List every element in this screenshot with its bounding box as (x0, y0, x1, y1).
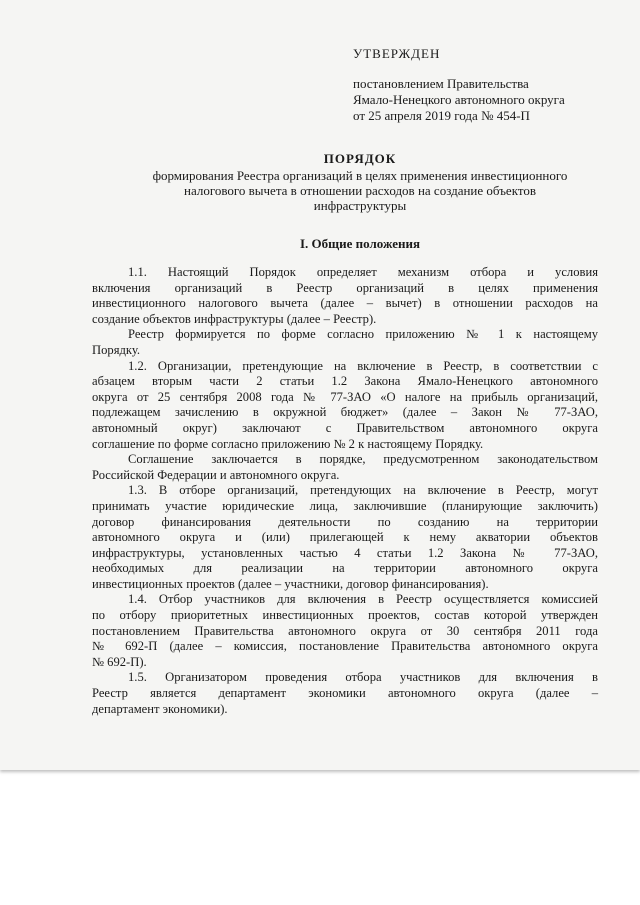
paragraph-line: 1.1. Настоящий Порядок определяет механизм отбора и условия (128, 265, 598, 279)
paragraph-line: необходимых для реализации на территории автономного округа (92, 561, 598, 576)
paragraph-line: 1.5. Организатором проведения отбора участников для включения в (128, 670, 598, 685)
approval-heading: УТВЕРЖДЕН (353, 46, 441, 61)
approval-block (353, 46, 565, 124)
paragraph-line: № 692-П). (92, 654, 147, 669)
paragraph (92, 670, 598, 717)
paragraph-line: инвестиционного налогового вычета (далее – вычет) в отношении расходов на (92, 296, 598, 311)
document-subtitle (100, 168, 620, 213)
paragraph (92, 359, 598, 453)
subtitle-line: инфраструктуры (313, 198, 407, 213)
paragraph-line: инвестиционных проектов (далее – участники, договор финансирования). (92, 576, 489, 591)
paragraph-line: Российской Федерации и автономного округа. (92, 467, 340, 482)
paragraph-line: № 692-П (далее – комиссия, постановление Правительства автономного округа (92, 639, 598, 654)
paragraph-line: постановлением Правительства автономного округа от 30 сентября 2011 года (92, 623, 598, 638)
paragraph (92, 327, 598, 358)
paragraph-line: 1.4. Отбор участников для включения в Реестр осуществляется комиссией (128, 592, 598, 607)
document-title: ПОРЯДОК (323, 151, 397, 166)
approval-line: постановлением Правительства (353, 76, 529, 91)
paragraph-line: Реестр формируется по форме согласно приложению № 1 к настоящему (128, 327, 598, 342)
paragraph-line: 1.3. В отборе организаций, претендующих на включение в Реестр, могут (128, 483, 598, 498)
paragraph-line: Порядку. (92, 342, 141, 357)
paragraph (92, 483, 598, 592)
paragraph-line: 1.2. Организации, претендующие на включение в Реестр, в соответствии с (128, 358, 598, 373)
paragraph-line: автономный округ) заключают с Правительством автономного округа (92, 420, 598, 435)
paragraph-line: абзацем вторым части 2 статьи 1.2 Закона Ямало-Ненецкого автономного (92, 374, 598, 389)
paragraph-line: инфраструктуры, установленных частью 4 статьи 1.2 Закона № 77-ЗАО, (92, 545, 598, 560)
paragraph-line: департамент экономики). (92, 701, 228, 716)
paragraph-line: автономного округа и (или) прилегающей к нему акватории объектов (92, 530, 598, 545)
paragraph-line: Соглашение заключается в порядке, предусмотренном законодательством (128, 452, 598, 467)
paragraph-line: округа от 25 сентября 2008 года № 77-ЗАО «О налоге на прибыль организаций, (92, 389, 598, 404)
paragraph-line: договор финансирования деятельности по созданию на территории (92, 514, 598, 529)
paragraph (92, 452, 598, 483)
subtitle-line: формирования Реестра организаций в целях применения инвестиционного (152, 168, 568, 183)
paragraph-line: подлежащем зачислению в окружной бюджет» (далее – Закон № 77-ЗАО, (92, 405, 598, 420)
paragraph (92, 592, 598, 670)
subtitle-line: налогового вычета в отношении расходов на создание объектов (184, 183, 536, 198)
approval-line: от 25 апреля 2019 года № 454-П (353, 108, 530, 123)
paragraph-line: принимать участие юридические лица, заключившие (планирующие заключить) (92, 498, 598, 513)
paragraph (92, 265, 598, 327)
approval-line: Ямало-Ненецкого автономного округа (353, 92, 565, 107)
paragraph-line: создание объектов инфраструктуры (далее – Реестр). (92, 311, 377, 326)
paragraph-line: Реестр является департамент экономики автономного округа (далее – (92, 686, 598, 701)
document-body (92, 265, 598, 717)
section-heading: I. Общие положения (300, 236, 420, 251)
paragraph-line: соглашение по форме согласно приложению № 2 к настоящему Порядку. (92, 436, 484, 451)
paragraph-line: по отбору приоритетных инвестиционных проектов, состав которой утвержден (92, 608, 598, 623)
paragraph-line: включения организаций в Реестр организаций в целях применения (92, 280, 598, 295)
